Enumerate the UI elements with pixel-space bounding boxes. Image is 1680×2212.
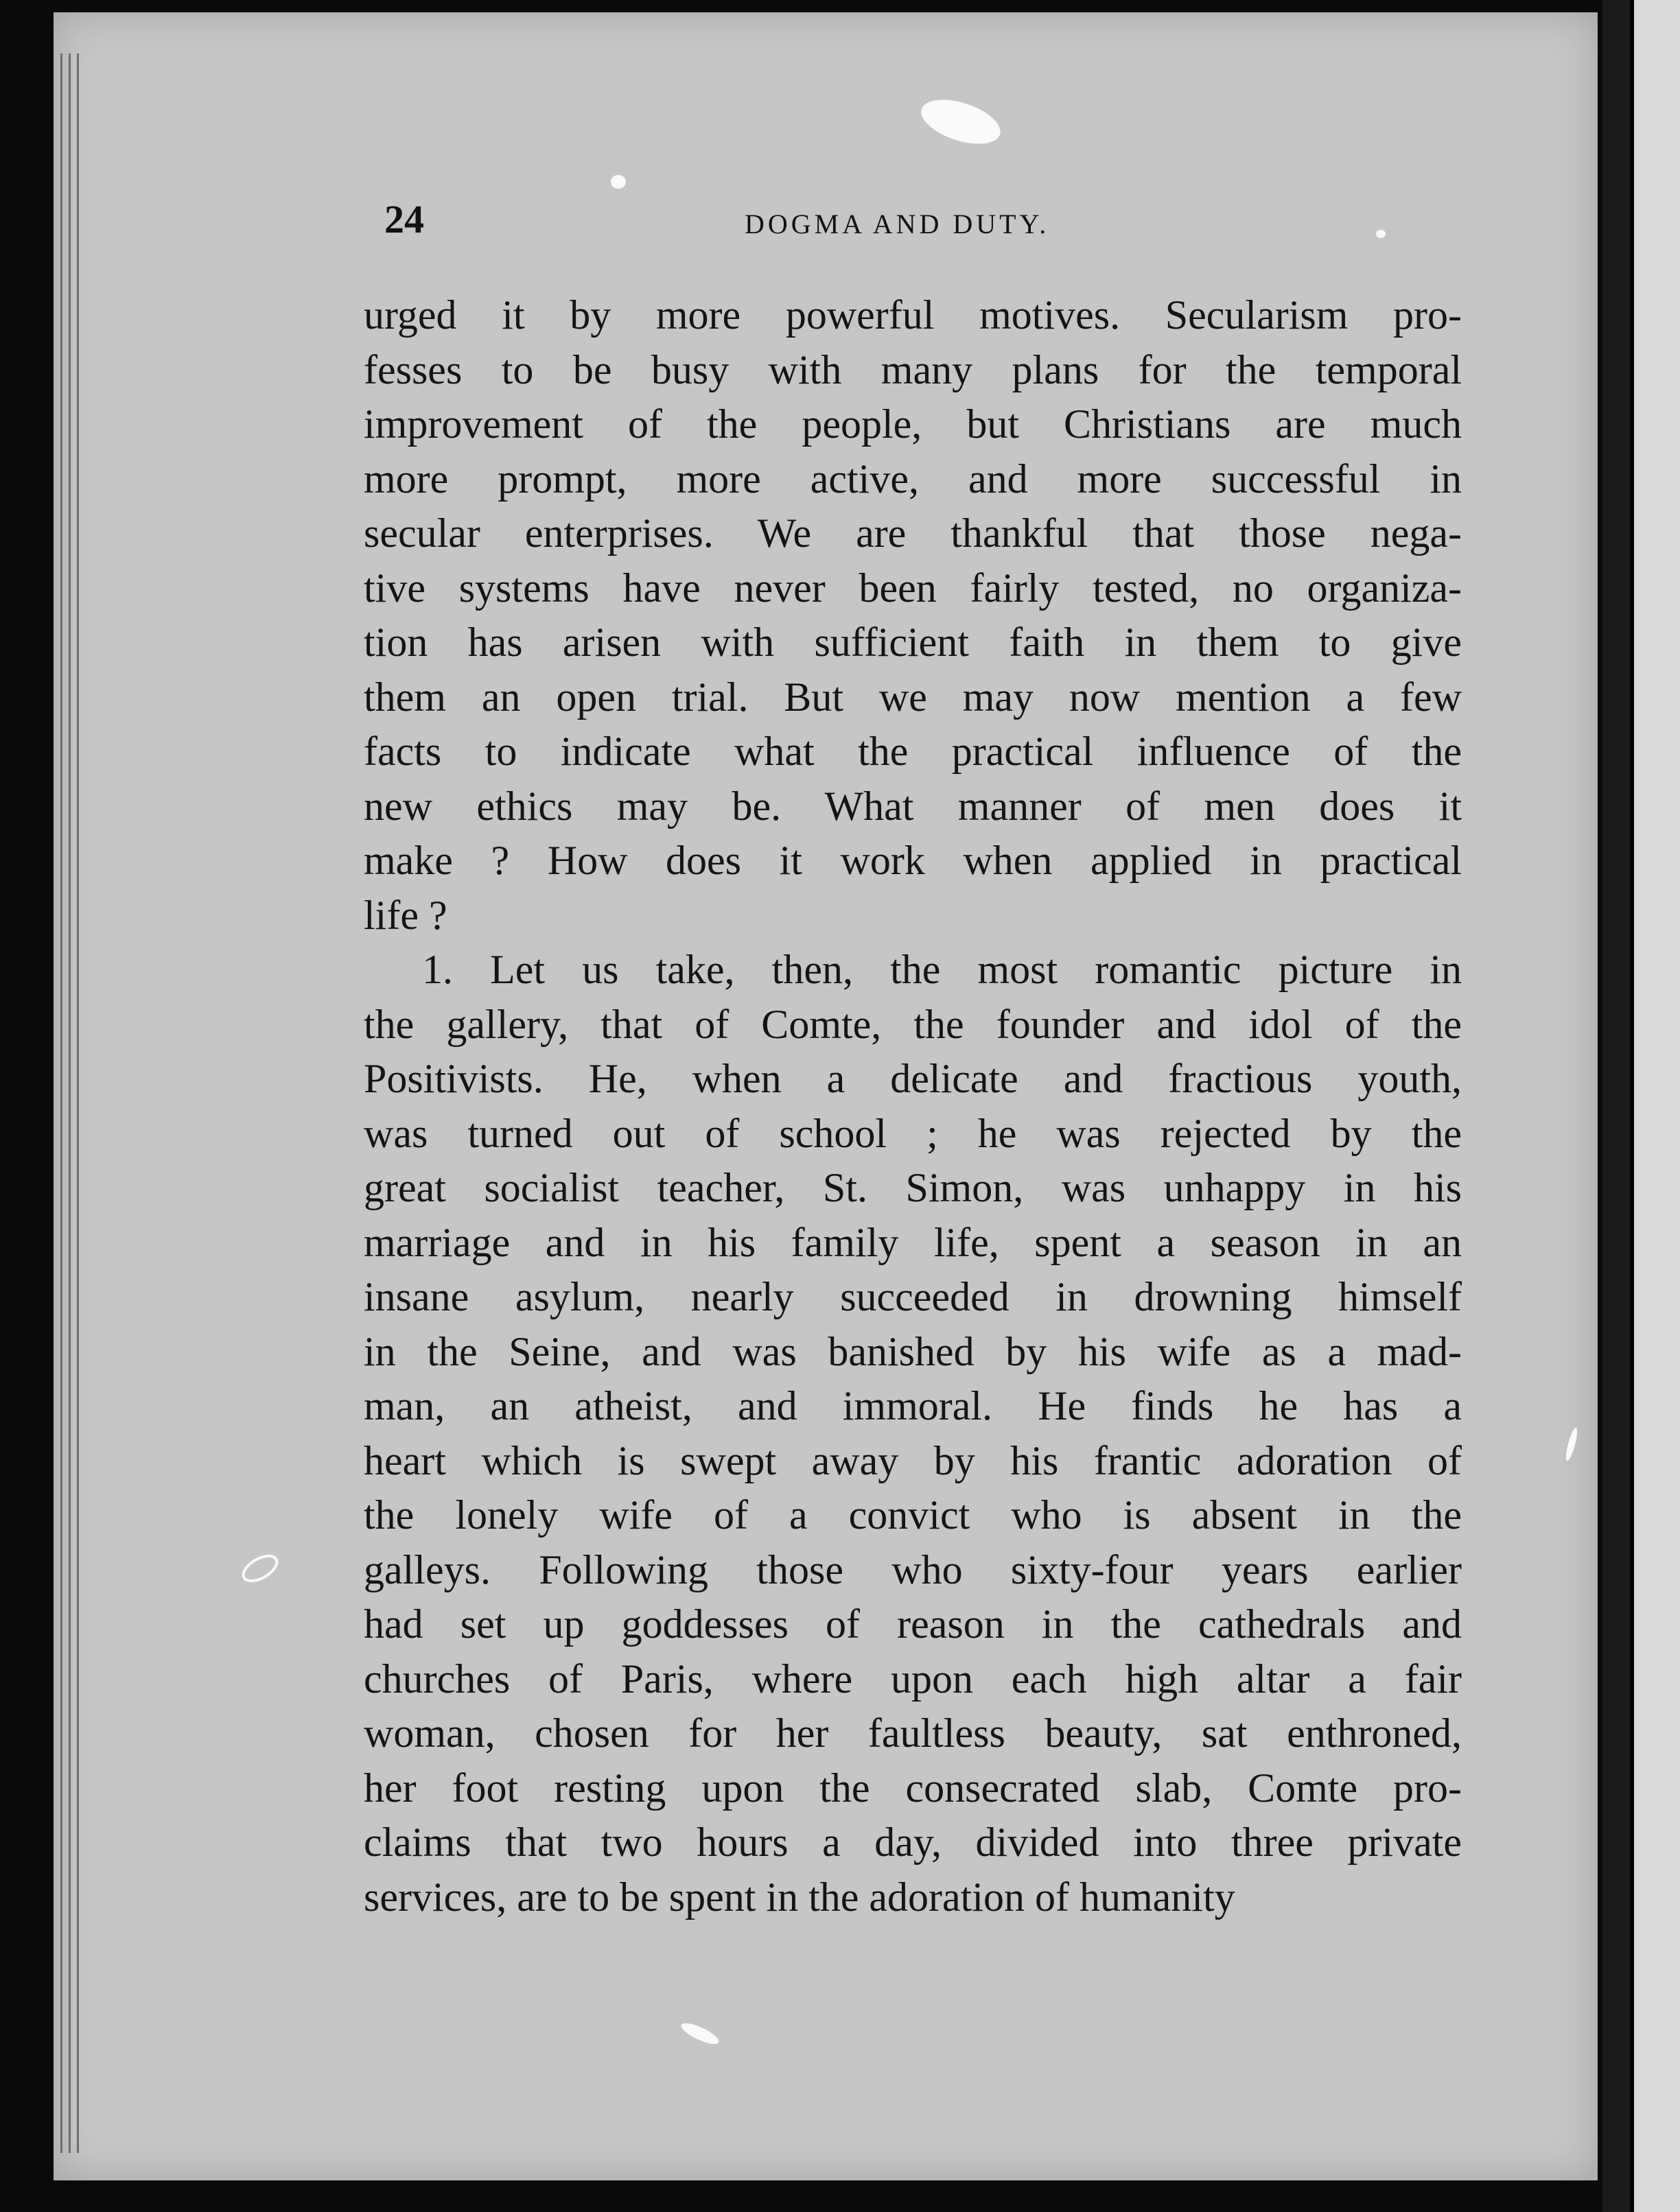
body-text [364,288,1462,1925]
text-line: tion has arisen with sufficient faith in them to give [364,620,1462,665]
paragraph [364,943,1462,1925]
text-line: great socialist teacher, St. Simon, was unhappy in his [364,1165,1462,1210]
running-title: DOGMA AND DUTY. [745,209,1050,239]
page-edge-line [60,54,62,2153]
page-edge-line [69,54,71,2153]
book-gutter [1602,0,1630,2212]
text-line: urged it by more powerful motives. Secularism pro- [364,292,1462,338]
text-line: new ethics may be. What manner of men does it [364,783,1462,829]
text-line: churches of Paris, where upon each high altar a fair [364,1656,1462,1702]
text-line: marriage and in his family life, spent a season in an [364,1219,1462,1265]
dust-speck [611,175,626,189]
running-head [384,199,1455,254]
text-line: fesses to be busy with many plans for the temporal [364,346,1462,392]
facing-page-edge [1630,0,1680,2212]
text-line: more prompt, more active, and more successful in [364,456,1462,502]
text-line: life ? [364,892,447,938]
paragraph [364,288,1462,943]
text-line: 1. Let us take, then, the most romantic picture in [422,947,1462,992]
text-line: secular enterprises. We are thankful that those nega- [364,510,1462,556]
text-line: the gallery, that of Comte, the founder and idol of the [364,1001,1462,1047]
text-line: her foot resting upon the consecrated slab, Comte pro- [364,1765,1462,1811]
text-line: had set up goddesses of reason in the cathedrals and [364,1601,1462,1647]
text-line: was turned out of school ; he was rejected by the [364,1110,1462,1156]
text-line: claims that two hours a day, divided into three private [364,1820,1462,1865]
text-line: facts to indicate what the practical influence of the [364,729,1462,774]
text-line: insane asylum, nearly succeeded in drowning himself [364,1274,1462,1319]
page-number: 24 [384,197,424,242]
text-line: improvement of the people, but Christians are much [364,401,1462,447]
text-line: services, are to be spent in the adoration of humanity [364,1874,1235,1920]
text-line: tive systems have never been fairly tested, no organiza- [364,565,1462,611]
text-line: Positivists. He, when a delicate and fractious youth, [364,1056,1462,1101]
text-line: make ? How does it work when applied in practical [364,838,1462,883]
text-line: galleys. Following those who sixty-four years earlier [364,1546,1462,1592]
text-line: them an open trial. But we may now mention a few [364,674,1462,720]
text-line: man, an atheist, and immoral. He finds he has a [364,1383,1462,1428]
page-edge-line [77,54,79,2153]
text-line: in the Seine, and was banished by his wife as a mad- [364,1328,1462,1374]
text-line: the lonely wife of a convict who is absent in the [364,1492,1462,1538]
text-line: heart which is swept away by his frantic adoration of [364,1437,1462,1483]
text-line: woman, chosen for her faultless beauty, sat enthroned, [364,1710,1462,1756]
